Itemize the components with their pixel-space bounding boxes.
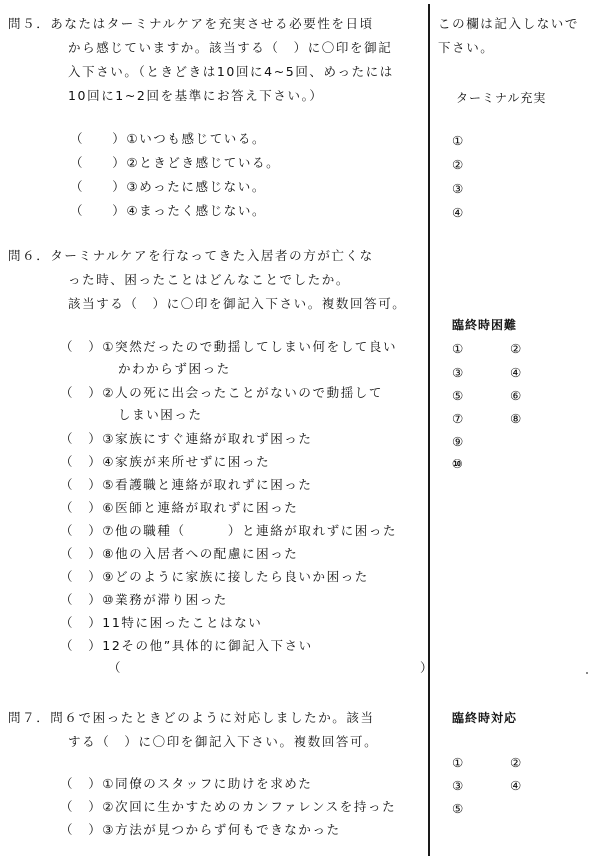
q5-line: から感じていますか。該当する（ ）に〇印を御記 (68, 40, 393, 55)
rinshu-code: ⑥ (510, 388, 523, 403)
rinshu-code: ③ (452, 365, 465, 380)
column-divider (428, 4, 430, 856)
rinshu-code: ⑩ (452, 456, 465, 471)
office-use-note: この欄は記入しないで (438, 16, 580, 31)
terminal-code: ④ (452, 205, 465, 220)
q5-line: 問５．あなたはターミナルケアを充実させる必要性を日頃 (8, 16, 374, 31)
rinshu-code: ⑨ (452, 434, 465, 449)
q7-option-3[interactable]: （ ）③方法が見つからず何もできなかった (60, 822, 341, 837)
taiou-label: 臨終時対応 (452, 711, 518, 725)
q6-option-10[interactable]: （ ）⑩業務が滞り困った (60, 592, 228, 607)
q5-option-4[interactable]: （ ）④まったく感じない。 (70, 203, 267, 218)
terminal-code: ③ (452, 181, 465, 196)
taiou-code: ② (510, 755, 523, 770)
q6-other-open-paren: （ (108, 660, 123, 675)
q6-line: 問６．ターミナルケアを行なってきた入居者の方が亡くな (8, 248, 374, 263)
office-use-note: 下さい。 (438, 40, 495, 55)
q6-other-close-paren: ） (420, 660, 435, 675)
q6-line: った時、困ったことはどんなことでしたか。 (68, 272, 351, 287)
q5-line: 10回に1~2回を基準にお答え下さい。） (68, 88, 324, 103)
q5-option-3[interactable]: （ ）③めったに感じない。 (70, 179, 266, 194)
taiou-code: ④ (510, 778, 523, 793)
q6-option-5[interactable]: （ ）⑤看護職と連絡が取れずに困った (60, 477, 313, 492)
q6-option-11[interactable]: （ ）11特に困ったことはない (60, 615, 263, 630)
taiou-code: ① (452, 755, 465, 770)
q6-option-9[interactable]: （ ）⑨どのように家族に接したら良いか困った (60, 569, 369, 584)
q6-line: 該当する（ ）に〇印を御記入下さい。複数回答可。 (68, 296, 407, 311)
q7-line: する（ ）に〇印を御記入下さい。複数回答可。 (68, 734, 379, 749)
taiou-code: ③ (452, 778, 465, 793)
rinshu-code: ① (452, 341, 465, 356)
terminal-label: ターミナル充実 (456, 91, 547, 105)
q7-line: 問７．問６で困ったときどのように対応しましたか。該当 (8, 710, 375, 725)
q6-option-8[interactable]: （ ）⑧他の入居者への配慮に困った (60, 546, 299, 561)
q6-option-7[interactable]: （ ）⑦他の職種（ ）と連絡が取れずに困った (60, 523, 398, 538)
taiou-code: ⑤ (452, 801, 465, 816)
terminal-code: ② (452, 157, 465, 172)
q6-option-4[interactable]: （ ）④家族が来所せずに困った (60, 454, 271, 469)
rinshu-label: 臨終時困難 (452, 318, 518, 332)
q6-option-1-cont: かわからず困った (118, 361, 231, 376)
rinshu-code: ⑦ (452, 411, 465, 426)
q6-option-1[interactable]: （ ）①突然だったので動揺してしまい何をして良い (60, 339, 398, 354)
rinshu-code: ⑤ (452, 388, 465, 403)
rinshu-code: ② (510, 341, 523, 356)
q7-option-2[interactable]: （ ）②次回に生かすためのカンファレンスを持った (60, 799, 397, 814)
rinshu-code: ⑧ (510, 411, 523, 426)
q6-option-3[interactable]: （ ）③家族にすぐ連絡が取れず困った (60, 431, 313, 446)
q5-line: 入下さい。（ときどきは10回に4~5回、めったには (68, 64, 394, 79)
rinshu-code: ④ (510, 365, 523, 380)
terminal-code: ① (452, 133, 465, 148)
q6-option-6[interactable]: （ ）⑥医師と連絡が取れずに困った (60, 500, 299, 515)
q7-option-1[interactable]: （ ）①同僚のスタッフに助けを求めた (60, 776, 313, 791)
q5-option-2[interactable]: （ ）②ときどき感じている。 (70, 155, 281, 170)
scan-speck (586, 672, 588, 674)
q6-option-2[interactable]: （ ）②人の死に出会ったことがないので動揺して (60, 385, 384, 400)
q5-option-1[interactable]: （ ）①いつも感じている。 (70, 131, 267, 146)
q6-option-12[interactable]: （ ）12その他”具体的に御記入下さい (60, 638, 313, 653)
q6-option-2-cont: しまい困った (118, 407, 203, 422)
